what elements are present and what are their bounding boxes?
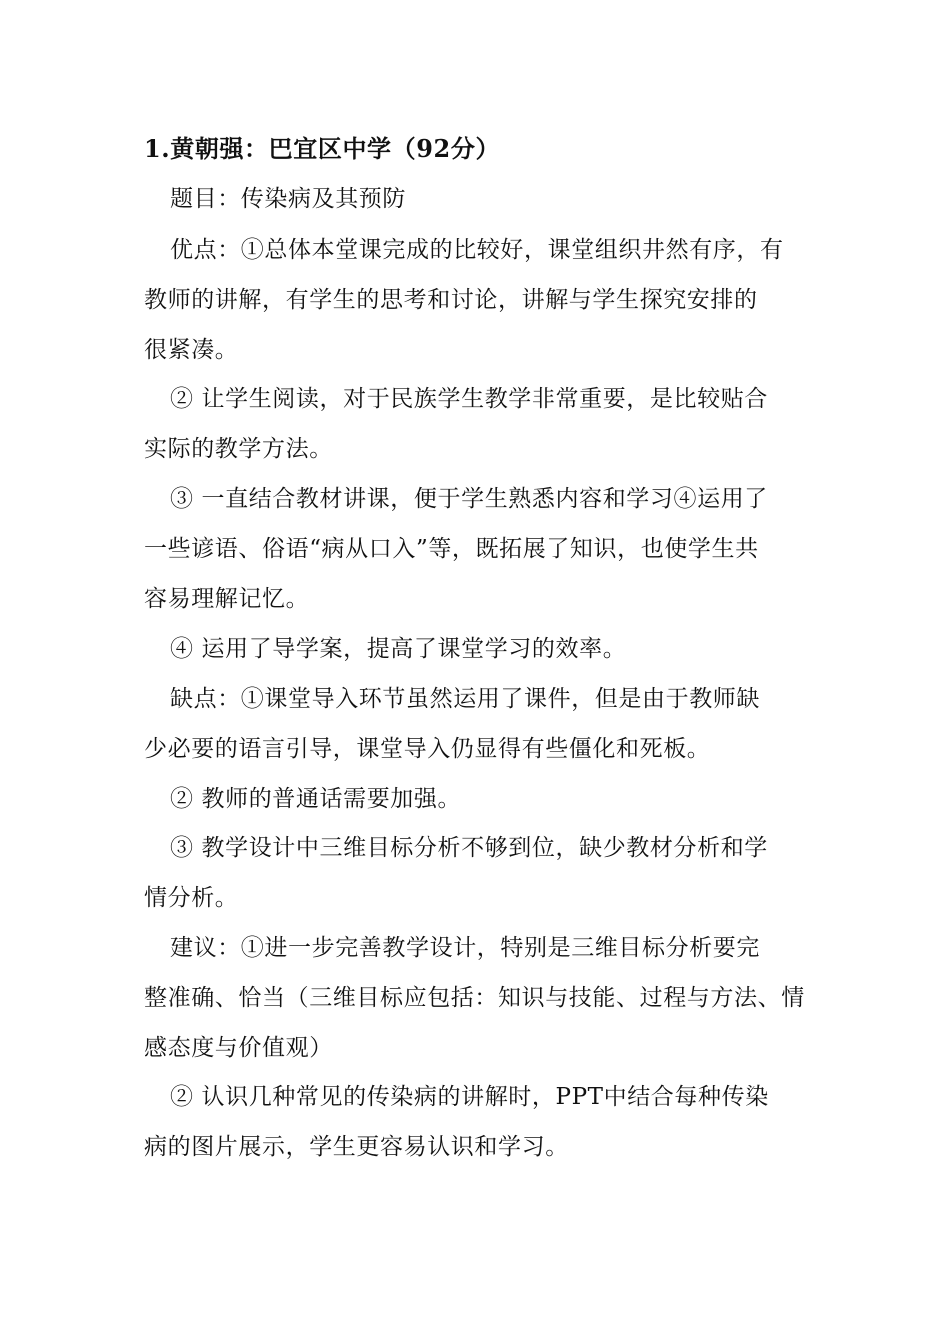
strengths-line: 优点：①总体本堂课完成的比较好，课堂组织井然有序，有	[170, 237, 784, 263]
paragraph-line: 很紧凑。	[144, 337, 239, 363]
suggestions-line: 建议：①进一步完善教学设计，特别是三维目标分析要完	[170, 935, 760, 961]
weakness-item-3: ③ 教学设计中三维目标分析不够到位，缺少教材分析和学	[170, 835, 768, 861]
paragraph-line: 容易理解记忆。	[144, 586, 310, 612]
strength-item-2: ② 让学生阅读，对于民族学生教学非常重要，是比较贴合	[170, 386, 768, 412]
weaknesses-line: 缺点：①课堂导入环节虽然运用了课件，但是由于教师缺	[170, 686, 760, 712]
paragraph-line: 病的图片展示，学生更容易认识和学习。	[144, 1134, 569, 1160]
suggestion-item-2: ② 认识几种常见的传染病的讲解时，PPT中结合每种传染	[170, 1084, 769, 1110]
weakness-item-2: ② 教师的普通话需要加强。	[170, 786, 462, 812]
paragraph-line: 一些谚语、俗语“病从口入”等，既拓展了知识，也使学生共	[144, 536, 759, 562]
paragraph-line: 实际的教学方法。	[144, 436, 333, 462]
paragraph-line: 感态度与价值观）	[144, 1035, 333, 1061]
paragraph-line: 少必要的语言引导，课堂导入仍显得有些僵化和死板。	[144, 736, 711, 762]
section-heading: 1.黄朝强：巴宜区中学（92分）	[144, 134, 501, 163]
paragraph-line: 整准确、恰当（三维目标应包括：知识与技能、过程与方法、情	[144, 985, 805, 1011]
strength-item-3: ③ 一直结合教材讲课，便于学生熟悉内容和学习④运用了	[170, 486, 768, 512]
strength-item-4: ④ 运用了导学案，提高了课堂学习的效率。	[170, 636, 627, 662]
paragraph-line: 教师的讲解，有学生的思考和讨论，讲解与学生探究安排的	[144, 287, 758, 313]
topic-line: 题目：传染病及其预防	[170, 186, 406, 212]
paragraph-line: 情分析。	[144, 885, 239, 911]
